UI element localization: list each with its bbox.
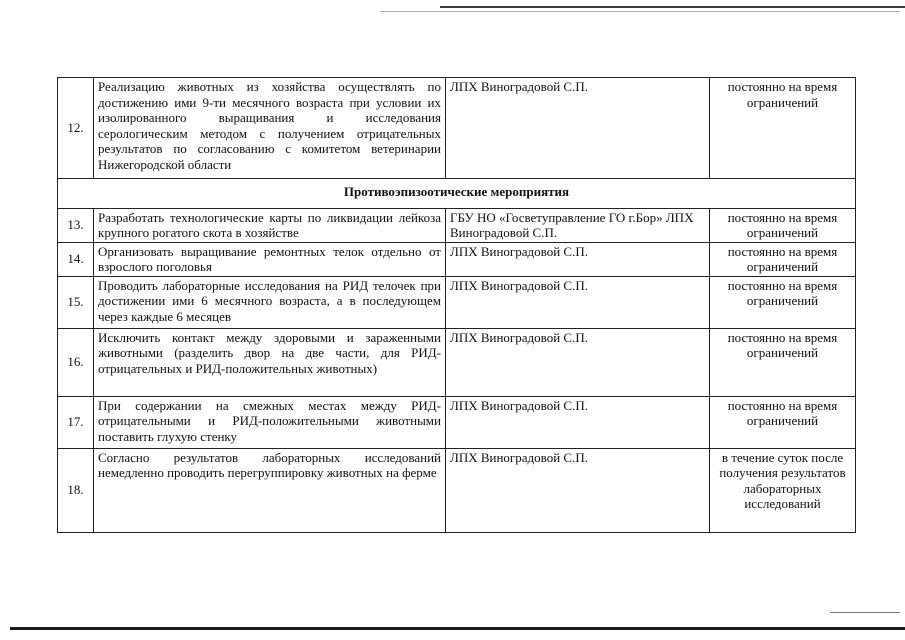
row-responsible: ЛПХ Виноградовой С.П. xyxy=(446,396,710,448)
row-term: постоянно на время ограничений xyxy=(710,242,856,276)
row-number: 15. xyxy=(58,276,94,328)
row-number: 13. xyxy=(58,208,94,242)
measures-table xyxy=(57,77,856,533)
table-row xyxy=(58,448,856,532)
section-title: Противоэпизоотические мероприятия xyxy=(58,179,856,209)
row-responsible: ЛПХ Виноградовой С.П. xyxy=(446,448,710,532)
row-responsible: ЛПХ Виноградовой С.П. xyxy=(446,242,710,276)
row-number: 18. xyxy=(58,448,94,532)
row-term: постоянно на время ограничений xyxy=(710,328,856,396)
row-responsible: ГБУ НО «Госветуправление ГО г.Бор» ЛПХ Виноградовой С.П. xyxy=(446,208,710,242)
row-task: Согласно результатов лабораторных исследований немедленно проводить перегруппировку животных на ферме xyxy=(94,448,446,532)
table-row xyxy=(58,242,856,276)
row-task: Проводить лабораторные исследования на РИД телочек при достижении ими 6 месячного возраста, а в последующем через каждые 6 месяцев xyxy=(94,276,446,328)
row-responsible: ЛПХ Виноградовой С.П. xyxy=(446,276,710,328)
row-term: постоянно на время ограничений xyxy=(710,396,856,448)
scan-edge-bottom xyxy=(10,627,905,630)
row-task: Разработать технологические карты по ликвидации лейкоза крупного рогатого скота в хозяйстве xyxy=(94,208,446,242)
row-term: постоянно на время ограничений xyxy=(710,78,856,179)
table-row xyxy=(58,78,856,179)
row-task: Организовать выращивание ремонтных телок отдельно от взрослого поголовья xyxy=(94,242,446,276)
row-number: 16. xyxy=(58,328,94,396)
row-number: 12. xyxy=(58,78,94,179)
row-responsible: ЛПХ Виноградовой С.П. xyxy=(446,328,710,396)
table-row xyxy=(58,396,856,448)
section-header-row xyxy=(58,179,856,209)
row-responsible: ЛПХ Виноградовой С.П. xyxy=(446,78,710,179)
table-row xyxy=(58,276,856,328)
row-task: Исключить контакт между здоровыми и зараженными животными (разделить двор на две части, для РИД-отрицательных и РИД-положительных животных) xyxy=(94,328,446,396)
row-term: постоянно на время ограничений xyxy=(710,276,856,328)
row-number: 17. xyxy=(58,396,94,448)
scan-edge-top xyxy=(440,6,905,8)
table-row xyxy=(58,208,856,242)
measures-table-body xyxy=(58,78,856,533)
row-task: Реализацию животных из хозяйства осуществлять по достижению ими 9-ти месячного возраста при условии их изолированного выращивания и исследования серологическим методом с получением отрицательных результатов по согласованию с комитетом ветеринарии Нижегородской области xyxy=(94,78,446,179)
row-task: При содержании на смежных местах между РИД-отрицательными и РИД-положительными животными поставить глухую стенку xyxy=(94,396,446,448)
scan-edge-bottom-short xyxy=(830,612,900,613)
scan-edge-top-faint xyxy=(380,11,900,12)
table-row xyxy=(58,328,856,396)
row-term: постоянно на время ограничений xyxy=(710,208,856,242)
row-number: 14. xyxy=(58,242,94,276)
row-term: в течение суток после получения результатов лабораторных исследований xyxy=(710,448,856,532)
